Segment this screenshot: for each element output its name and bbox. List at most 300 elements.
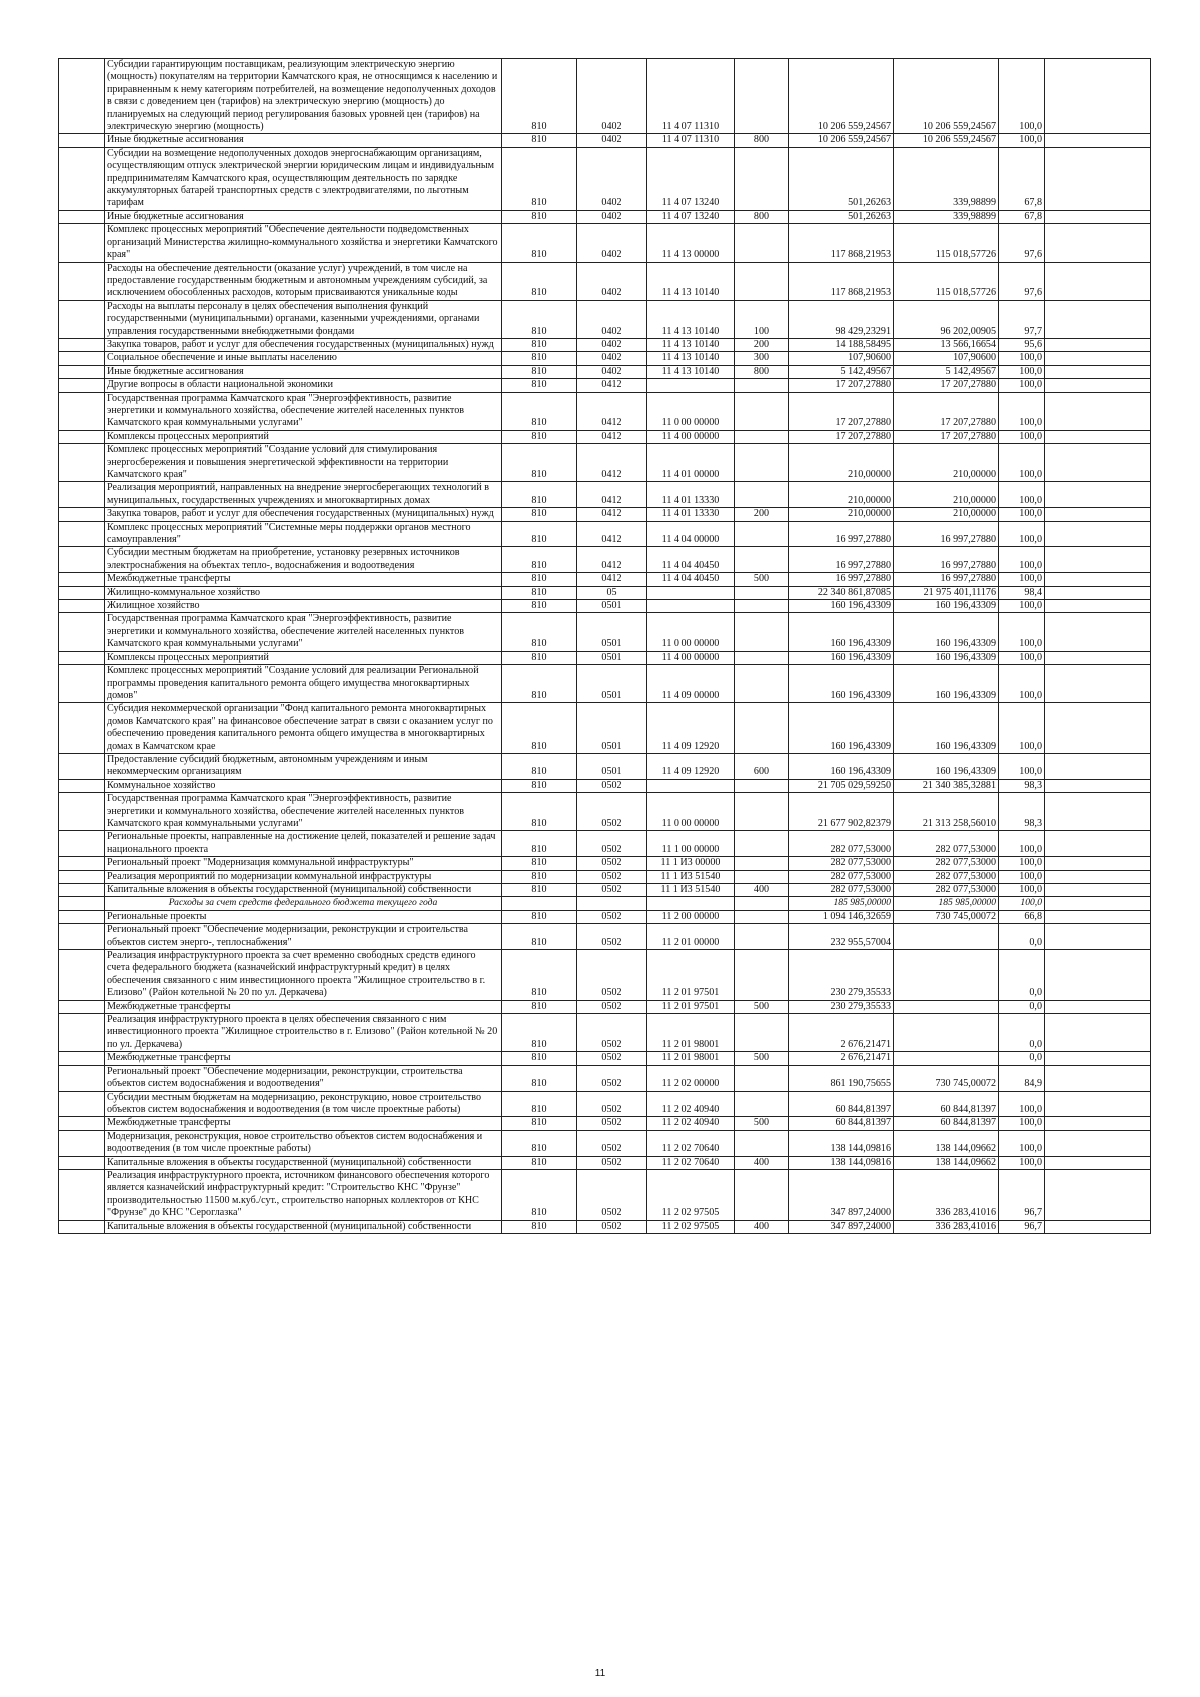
expense-type-code <box>735 910 789 923</box>
execution-percent: 100,0 <box>999 613 1045 651</box>
execution-percent: 97,6 <box>999 224 1045 262</box>
execution-percent: 100,0 <box>999 831 1045 857</box>
empty-cell <box>1045 1117 1151 1130</box>
expense-type-code <box>735 793 789 831</box>
empty-cell <box>59 897 105 910</box>
execution-percent: 67,8 <box>999 210 1045 223</box>
fact-amount: 339,98899 <box>894 210 999 223</box>
page-number: 11 <box>594 1668 606 1679</box>
plan-amount: 501,26263 <box>789 147 894 210</box>
execution-percent: 100,0 <box>999 379 1045 392</box>
plan-amount: 861 190,75655 <box>789 1065 894 1091</box>
budget-table-page <box>58 58 1150 1234</box>
empty-cell <box>1045 482 1151 508</box>
razdel-code: 0412 <box>577 379 647 392</box>
razdel-code: 0402 <box>577 210 647 223</box>
empty-cell <box>59 1220 105 1233</box>
table-row <box>59 1000 1151 1013</box>
item-name: Субсидии гарантирующим поставщикам, реализующим электрическую энергию (мощность) покупателям на территории Камчатского края, не относящимся к населению и приравненным к нему категориям потребителей, на возмещение недополученных доходов в связи с доведением цен (тарифов) на электрическую энергию (мощность) до планируемых на следующий период регулирования базовых уровней цен (тарифов) на электрическую энергию (мощность) <box>105 59 502 134</box>
empty-cell <box>59 430 105 443</box>
expense-type-code <box>735 831 789 857</box>
fact-amount: 60 844,81397 <box>894 1091 999 1117</box>
glava-code: 810 <box>502 1117 577 1130</box>
target-article-code: 11 4 13 10140 <box>647 338 735 351</box>
empty-cell <box>59 703 105 754</box>
razdel-code <box>577 897 647 910</box>
empty-cell <box>1045 338 1151 351</box>
plan-amount: 1 094 146,32659 <box>789 910 894 923</box>
table-row <box>59 547 1151 573</box>
glava-code: 810 <box>502 147 577 210</box>
item-name: Капитальные вложения в объекты государственной (муниципальной) собственности <box>105 884 502 897</box>
empty-cell <box>59 870 105 883</box>
expense-type-code: 400 <box>735 1220 789 1233</box>
expense-type-code <box>735 1091 789 1117</box>
glava-code: 810 <box>502 665 577 703</box>
fact-amount: 13 566,16654 <box>894 338 999 351</box>
empty-cell <box>59 753 105 779</box>
empty-cell <box>1045 870 1151 883</box>
expense-type-code <box>735 1130 789 1156</box>
item-name: Расходы за счет средств федерального бюджета текущего года <box>105 897 502 910</box>
target-article-code: 11 4 01 13330 <box>647 482 735 508</box>
glava-code: 810 <box>502 1156 577 1169</box>
item-name: Иные бюджетные ассигнования <box>105 134 502 147</box>
plan-amount: 160 196,43309 <box>789 613 894 651</box>
plan-amount: 16 997,27880 <box>789 521 894 547</box>
target-article-code: 11 4 04 00000 <box>647 521 735 547</box>
empty-cell <box>1045 665 1151 703</box>
expense-type-code <box>735 444 789 482</box>
plan-amount: 14 188,58495 <box>789 338 894 351</box>
execution-percent: 100,0 <box>999 482 1045 508</box>
item-name: Межбюджетные трансферты <box>105 1000 502 1013</box>
empty-cell <box>1045 1169 1151 1220</box>
razdel-code: 0501 <box>577 613 647 651</box>
glava-code: 810 <box>502 508 577 521</box>
empty-cell <box>1045 897 1151 910</box>
target-article-code: 11 2 02 70640 <box>647 1130 735 1156</box>
execution-percent: 100,0 <box>999 352 1045 365</box>
table-row <box>59 392 1151 430</box>
table-row <box>59 508 1151 521</box>
table-row <box>59 300 1151 338</box>
empty-cell <box>59 1091 105 1117</box>
table-row <box>59 1052 1151 1065</box>
execution-percent: 95,6 <box>999 338 1045 351</box>
expense-type-code: 300 <box>735 352 789 365</box>
empty-cell <box>59 857 105 870</box>
expense-type-code <box>735 147 789 210</box>
item-name: Комплекс процессных мероприятий "Создание условий для реализации Региональной программы проведения капитального ремонта общего имущества многоквартирных домов" <box>105 665 502 703</box>
empty-cell <box>59 1117 105 1130</box>
execution-percent: 100,0 <box>999 1091 1045 1117</box>
fact-amount: 185 985,00000 <box>894 897 999 910</box>
plan-amount: 160 196,43309 <box>789 753 894 779</box>
glava-code: 810 <box>502 262 577 300</box>
empty-cell <box>59 910 105 923</box>
empty-cell <box>59 950 105 1001</box>
table-row <box>59 793 1151 831</box>
empty-cell <box>1045 831 1151 857</box>
razdel-code: 0502 <box>577 870 647 883</box>
target-article-code <box>647 379 735 392</box>
empty-cell <box>1045 1091 1151 1117</box>
item-name: Капитальные вложения в объекты государственной (муниципальной) собственности <box>105 1220 502 1233</box>
execution-percent: 67,8 <box>999 147 1045 210</box>
empty-cell <box>1045 392 1151 430</box>
execution-percent: 100,0 <box>999 508 1045 521</box>
expense-type-code <box>735 897 789 910</box>
razdel-code: 0502 <box>577 857 647 870</box>
glava-code: 810 <box>502 779 577 792</box>
fact-amount: 107,90600 <box>894 352 999 365</box>
plan-amount: 282 077,53000 <box>789 831 894 857</box>
empty-cell <box>59 300 105 338</box>
execution-percent: 98,3 <box>999 779 1045 792</box>
plan-amount: 210,00000 <box>789 444 894 482</box>
empty-cell <box>59 600 105 613</box>
table-row <box>59 779 1151 792</box>
empty-cell <box>59 573 105 586</box>
target-article-code: 11 4 07 13240 <box>647 147 735 210</box>
item-name: Модернизация, реконструкция, новое строительство объектов систем водоснабжения и водоотведения (в том числе проектные работы) <box>105 1130 502 1156</box>
razdel-code: 0402 <box>577 147 647 210</box>
fact-amount: 16 997,27880 <box>894 547 999 573</box>
plan-amount: 10 206 559,24567 <box>789 134 894 147</box>
razdel-code: 0412 <box>577 508 647 521</box>
fact-amount: 10 206 559,24567 <box>894 59 999 134</box>
empty-cell <box>59 482 105 508</box>
item-name: Межбюджетные трансферты <box>105 573 502 586</box>
fact-amount <box>894 950 999 1001</box>
expense-type-code: 600 <box>735 753 789 779</box>
expense-type-code <box>735 651 789 664</box>
plan-amount: 160 196,43309 <box>789 651 894 664</box>
empty-cell <box>1045 1065 1151 1091</box>
empty-cell <box>1045 430 1151 443</box>
target-article-code: 11 2 02 40940 <box>647 1117 735 1130</box>
fact-amount: 336 283,41016 <box>894 1169 999 1220</box>
table-row <box>59 430 1151 443</box>
empty-cell <box>59 1014 105 1052</box>
razdel-code: 0412 <box>577 392 647 430</box>
table-row <box>59 897 1151 910</box>
plan-amount: 60 844,81397 <box>789 1117 894 1130</box>
item-name: Реализация инфраструктурного проекта, источником финансового обеспечения которого является казначейский инфраструктурный кредит: "Строительство КНС "Фрунзе" производительностью 11500 м.куб./сут., строительство напорных коллекторов от КНС "Фрунзе" до КНС "Сероглазка" <box>105 1169 502 1220</box>
fact-amount: 96 202,00905 <box>894 300 999 338</box>
glava-code: 810 <box>502 651 577 664</box>
empty-cell <box>1045 950 1151 1001</box>
execution-percent: 0,0 <box>999 950 1045 1001</box>
expense-type-code: 400 <box>735 1156 789 1169</box>
empty-cell <box>1045 59 1151 134</box>
item-name: Региональные проекты, направленные на достижение целей, показателей и решение задач национального проекта <box>105 831 502 857</box>
empty-cell <box>1045 547 1151 573</box>
item-name: Иные бюджетные ассигнования <box>105 365 502 378</box>
razdel-code: 0402 <box>577 262 647 300</box>
glava-code: 810 <box>502 338 577 351</box>
table-row <box>59 613 1151 651</box>
fact-amount: 210,00000 <box>894 482 999 508</box>
glava-code: 810 <box>502 210 577 223</box>
razdel-code: 0502 <box>577 1156 647 1169</box>
fact-amount: 17 207,27880 <box>894 379 999 392</box>
table-row <box>59 338 1151 351</box>
target-article-code <box>647 779 735 792</box>
empty-cell <box>1045 147 1151 210</box>
item-name: Комплексы процессных мероприятий <box>105 430 502 443</box>
fact-amount <box>894 1000 999 1013</box>
target-article-code: 11 2 01 97501 <box>647 950 735 1001</box>
fact-amount: 17 207,27880 <box>894 392 999 430</box>
razdel-code: 0402 <box>577 224 647 262</box>
item-name: Реализация инфраструктурного проекта в целях обеспечения связанного с ним инвестиционного проекта "Жилищное строительство в г. Елизово" (Район котельной № 20 по ул. Деркачева) <box>105 1014 502 1052</box>
glava-code: 810 <box>502 703 577 754</box>
target-article-code: 11 0 00 00000 <box>647 392 735 430</box>
item-name: Комплекс процессных мероприятий "Обеспечение деятельности подведомственных организаций Министерства жилищно-коммунального хозяйства и энергетики Камчатского края" <box>105 224 502 262</box>
fact-amount <box>894 1014 999 1052</box>
glava-code: 810 <box>502 924 577 950</box>
item-name: Государственная программа Камчатского края "Энергоэффективность, развитие энергетики и коммунального хозяйства, обеспечение жителей населенных пунктов Камчатского края коммунальными услугами" <box>105 392 502 430</box>
plan-amount: 98 429,23291 <box>789 300 894 338</box>
razdel-code: 0502 <box>577 1220 647 1233</box>
razdel-code: 0502 <box>577 1130 647 1156</box>
execution-percent: 100,0 <box>999 665 1045 703</box>
glava-code: 810 <box>502 224 577 262</box>
fact-amount: 60 844,81397 <box>894 1117 999 1130</box>
table-row <box>59 147 1151 210</box>
execution-percent: 100,0 <box>999 573 1045 586</box>
target-article-code: 11 4 13 00000 <box>647 224 735 262</box>
empty-cell <box>59 924 105 950</box>
razdel-code: 0412 <box>577 430 647 443</box>
fact-amount: 282 077,53000 <box>894 884 999 897</box>
item-name: Реализация инфраструктурного проекта за счет временно свободных средств единого счета федерального бюджета (казначейский инфраструктурный кредит) в целях обеспечения связанного с ним инвестиционного проекта "Жилищное строительство в г. Елизово" (Район котельной № 20 по ул. Деркачева) <box>105 950 502 1001</box>
expense-type-code <box>735 924 789 950</box>
fact-amount: 730 745,00072 <box>894 910 999 923</box>
execution-percent: 84,9 <box>999 1065 1045 1091</box>
empty-cell <box>59 1156 105 1169</box>
target-article-code <box>647 897 735 910</box>
expense-type-code <box>735 547 789 573</box>
empty-cell <box>1045 300 1151 338</box>
empty-cell <box>59 379 105 392</box>
item-name: Комплекс процессных мероприятий "Создание условий для стимулирования энергосбережения и повышения энергетической эффективности на территории Камчатского края" <box>105 444 502 482</box>
expense-type-code <box>735 482 789 508</box>
item-name: Коммунальное хозяйство <box>105 779 502 792</box>
item-name: Реализация мероприятий, направленных на внедрение энергосберегающих технологий в муниципальных, государственных учреждениях и многоквартирных домах <box>105 482 502 508</box>
item-name: Расходы на выплаты персоналу в целях обеспечения выполнения функций государственными (муниципальными) органами, казенными учреждениями, органами управления государственными внебюджетными фондами <box>105 300 502 338</box>
fact-amount: 115 018,57726 <box>894 262 999 300</box>
table-row <box>59 1220 1151 1233</box>
empty-cell <box>1045 1000 1151 1013</box>
expense-type-code <box>735 430 789 443</box>
table-row <box>59 831 1151 857</box>
table-row <box>59 59 1151 134</box>
target-article-code: 11 4 07 11310 <box>647 134 735 147</box>
empty-cell <box>1045 703 1151 754</box>
plan-amount: 282 077,53000 <box>789 884 894 897</box>
item-name: Государственная программа Камчатского края "Энергоэффективность, развитие энергетики и коммунального хозяйства, обеспечение жителей населенных пунктов Камчатского края коммунальными услугами" <box>105 793 502 831</box>
expense-type-code <box>735 857 789 870</box>
table-row <box>59 586 1151 599</box>
plan-amount: 230 279,35533 <box>789 950 894 1001</box>
execution-percent: 0,0 <box>999 1000 1045 1013</box>
empty-cell <box>1045 508 1151 521</box>
fact-amount <box>894 1052 999 1065</box>
expense-type-code <box>735 950 789 1001</box>
expense-type-code: 800 <box>735 365 789 378</box>
razdel-code: 05 <box>577 586 647 599</box>
razdel-code: 0502 <box>577 924 647 950</box>
empty-cell <box>1045 613 1151 651</box>
table-row <box>59 884 1151 897</box>
expense-type-code <box>735 779 789 792</box>
expense-type-code <box>735 1014 789 1052</box>
target-article-code: 11 2 02 00000 <box>647 1065 735 1091</box>
target-article-code: 11 2 02 97505 <box>647 1220 735 1233</box>
razdel-code: 0502 <box>577 1052 647 1065</box>
empty-cell <box>59 1065 105 1091</box>
execution-percent: 100,0 <box>999 897 1045 910</box>
fact-amount: 10 206 559,24567 <box>894 134 999 147</box>
expense-type-code <box>735 665 789 703</box>
item-name: Региональные проекты <box>105 910 502 923</box>
razdel-code: 0402 <box>577 338 647 351</box>
expense-type-code: 100 <box>735 300 789 338</box>
empty-cell <box>59 210 105 223</box>
empty-cell <box>59 884 105 897</box>
fact-amount: 336 283,41016 <box>894 1220 999 1233</box>
glava-code: 810 <box>502 586 577 599</box>
plan-amount: 21 705 029,59250 <box>789 779 894 792</box>
glava-code: 810 <box>502 547 577 573</box>
empty-cell <box>59 521 105 547</box>
razdel-code: 0502 <box>577 1117 647 1130</box>
razdel-code: 0402 <box>577 300 647 338</box>
empty-cell <box>1045 379 1151 392</box>
target-article-code: 11 4 07 13240 <box>647 210 735 223</box>
plan-amount: 185 985,00000 <box>789 897 894 910</box>
expense-type-code: 500 <box>735 1000 789 1013</box>
plan-amount: 16 997,27880 <box>789 573 894 586</box>
fact-amount: 21 975 401,11176 <box>894 586 999 599</box>
empty-cell <box>59 59 105 134</box>
razdel-code: 0412 <box>577 573 647 586</box>
empty-cell <box>1045 924 1151 950</box>
empty-cell <box>1045 857 1151 870</box>
plan-amount: 232 955,57004 <box>789 924 894 950</box>
table-row <box>59 379 1151 392</box>
item-name: Другие вопросы в области национальной экономики <box>105 379 502 392</box>
target-article-code: 11 4 13 10140 <box>647 352 735 365</box>
target-article-code: 11 0 00 00000 <box>647 613 735 651</box>
plan-amount: 16 997,27880 <box>789 547 894 573</box>
item-name: Региональный проект "Модернизация коммунальной инфраструктуры" <box>105 857 502 870</box>
table-row <box>59 365 1151 378</box>
fact-amount: 21 340 385,32881 <box>894 779 999 792</box>
fact-amount: 16 997,27880 <box>894 573 999 586</box>
execution-percent: 97,7 <box>999 300 1045 338</box>
razdel-code: 0501 <box>577 753 647 779</box>
glava-code: 810 <box>502 857 577 870</box>
item-name: Субсидии на возмещение недополученных доходов энергоснабжающим организациям, осуществляющим отпуск электрической энергии юридическим лицам и индивидуальным предпринимателям Камчатского края, осуществляющим деятельность по зарядке аккумуляторных батарей транспортных средств с электродвигателями, по льготным тарифам <box>105 147 502 210</box>
execution-percent: 100,0 <box>999 444 1045 482</box>
item-name: Региональный проект "Обеспечение модернизации, реконструкции и строительства объектов систем энерго-, теплоснабжения" <box>105 924 502 950</box>
empty-cell <box>59 508 105 521</box>
table-row <box>59 950 1151 1001</box>
table-row <box>59 1091 1151 1117</box>
empty-cell <box>59 1169 105 1220</box>
fact-amount: 160 196,43309 <box>894 651 999 664</box>
target-article-code: 11 4 04 40450 <box>647 573 735 586</box>
item-name: Государственная программа Камчатского края "Энергоэффективность, развитие энергетики и коммунального хозяйства, обеспечение жителей населенных пунктов Камчатского края коммунальными услугами" <box>105 613 502 651</box>
execution-percent: 100,0 <box>999 703 1045 754</box>
target-article-code: 11 4 01 00000 <box>647 444 735 482</box>
expense-type-code <box>735 870 789 883</box>
glava-code: 810 <box>502 1091 577 1117</box>
target-article-code: 11 2 01 97501 <box>647 1000 735 1013</box>
execution-percent: 100,0 <box>999 134 1045 147</box>
glava-code: 810 <box>502 300 577 338</box>
razdel-code: 0402 <box>577 352 647 365</box>
target-article-code: 11 4 04 40450 <box>647 547 735 573</box>
plan-amount: 17 207,27880 <box>789 392 894 430</box>
empty-cell <box>59 547 105 573</box>
expense-type-code: 800 <box>735 134 789 147</box>
execution-percent: 100,0 <box>999 600 1045 613</box>
item-name: Региональный проект "Обеспечение модернизации, реконструкции, строительства объектов систем водоснабжения и водоотведения" <box>105 1065 502 1091</box>
razdel-code: 0502 <box>577 793 647 831</box>
item-name: Закупка товаров, работ и услуг для обеспечения государственных (муниципальных) нужд <box>105 508 502 521</box>
glava-code: 810 <box>502 870 577 883</box>
empty-cell <box>1045 365 1151 378</box>
table-row <box>59 924 1151 950</box>
table-row <box>59 857 1151 870</box>
glava-code: 810 <box>502 1169 577 1220</box>
execution-percent: 100,0 <box>999 365 1045 378</box>
empty-cell <box>1045 573 1151 586</box>
empty-cell <box>59 365 105 378</box>
razdel-code: 0502 <box>577 1065 647 1091</box>
item-name: Субсидии местным бюджетам на модернизацию, реконструкцию, новое строительство объектов систем водоснабжения и водоотведения (в том числе проектные работы) <box>105 1091 502 1117</box>
fact-amount: 160 196,43309 <box>894 665 999 703</box>
glava-code: 810 <box>502 1130 577 1156</box>
plan-amount: 2 676,21471 <box>789 1014 894 1052</box>
empty-cell <box>1045 262 1151 300</box>
item-name: Жилищное хозяйство <box>105 600 502 613</box>
razdel-code: 0502 <box>577 779 647 792</box>
razdel-code: 0402 <box>577 59 647 134</box>
execution-percent: 100,0 <box>999 884 1045 897</box>
empty-cell <box>59 1130 105 1156</box>
glava-code: 810 <box>502 1014 577 1052</box>
fact-amount: 5 142,49567 <box>894 365 999 378</box>
target-article-code: 11 2 00 00000 <box>647 910 735 923</box>
item-name: Субсидия некоммерческой организации "Фонд капитального ремонта многоквартирных домов Камчатского края" на финансовое обеспечение затрат в связи с оказанием услуг по обеспечению проведения капитального ремонта общего имущества в многоквартирных домах в Камчатском крае <box>105 703 502 754</box>
execution-percent: 100,0 <box>999 521 1045 547</box>
budget-table-body <box>59 59 1151 1234</box>
fact-amount: 138 144,09662 <box>894 1156 999 1169</box>
execution-percent: 100,0 <box>999 392 1045 430</box>
target-article-code: 11 1 И3 51540 <box>647 884 735 897</box>
target-article-code: 11 4 09 12920 <box>647 753 735 779</box>
razdel-code: 0502 <box>577 1091 647 1117</box>
target-article-code: 11 2 01 98001 <box>647 1052 735 1065</box>
execution-percent: 100,0 <box>999 870 1045 883</box>
execution-percent: 66,8 <box>999 910 1045 923</box>
